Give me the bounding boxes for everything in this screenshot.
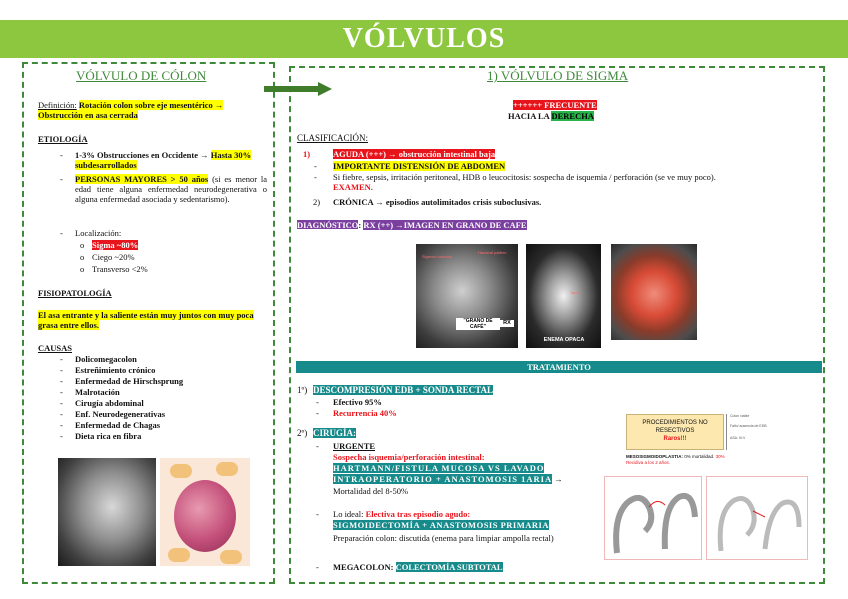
aguda-sospecha: Si fiebre, sepsis, irritación peritoneal, HDB o leucocitosis: sospecha de isquemia / perforación (se ve muy poco). EXAMEN. [333, 172, 716, 192]
sigmoidectomia: SIGMOIDECTOMÍA + ANASTOMOSIS PRIMARIA [333, 520, 549, 530]
right-arrow-icon [264, 82, 334, 96]
urgente: URGENTE [333, 441, 376, 451]
mortalidad: Mortalidad del 8-50% [333, 486, 409, 496]
list-item: Dolicomegacolon [75, 354, 137, 364]
anastomosis-sketch [706, 476, 808, 560]
list-item: Enfermedad de Chagas [75, 420, 161, 430]
decomp-number: 1º) [297, 385, 308, 395]
aguda: AGUDA (+++) → obstrucción intestinal baja [333, 149, 496, 159]
definicion: Definición: Rotación colon sobre eje mesentérico → Obstrucción en asa cerrada [38, 100, 224, 120]
etiologia-item-2: PERSONAS MAYORES > 50 años (si es menor la edad tiene alguna enfermedad neurodegenerativa o alguna enfermedad asociada y sedentarismo). [75, 174, 268, 204]
left-heading: VÓLVULO DE CÓLON [76, 68, 207, 83]
etiologia-item-1: 1-3% Obstrucciones en Occidente → Hasta 30% subdesarrollados [75, 150, 252, 170]
callout-bracket [726, 414, 727, 450]
sigmoidectomy-sketch [604, 476, 702, 560]
volvulus-illustration [160, 458, 250, 566]
list-item: Enfermedad de Hirschsprung [75, 376, 184, 386]
descompresion: DESCOMPRESIÓN EDB + SONDA RECTAL [313, 385, 493, 395]
tratamiento-bar: TRATAMIENTO [296, 361, 822, 373]
urgente-procedimiento: HARTMANN/FISTULA MUCOSA VS LAVADO INTRAOPERATORIO + ANASTOMOSIS 1ARIA → [333, 463, 563, 484]
list-item: Enf. Neurodegenerativas [75, 409, 166, 419]
no-resectivos-callout: PROCEDIMIENTOS NO RESECTIVOS Raros!!! [626, 414, 724, 450]
enema-image: Taper ENEMA OPACA [526, 244, 601, 348]
preparacion: Preparación colon: discutida (enema para limpiar ampolla rectal) [333, 533, 554, 543]
recurrencia: Recurrencia 40% [333, 408, 397, 418]
localizacion-label: Localización: [75, 228, 122, 238]
list-item: Dieta rica en fibra [75, 431, 142, 441]
list-item: Estreñimiento crónico [75, 365, 156, 375]
causas-title: CAUSAS [38, 343, 73, 353]
cirugia-number: 2º) [297, 428, 308, 438]
coffee-bean-xray: Sigmoid volvulus Haustral pattern "GRANO DE CAFÉ" RX [416, 244, 518, 348]
lo-ideal: Lo ideal: Electiva tras episodio agudo: [333, 509, 471, 519]
etiologia-title: ETIOLOGÍA [38, 134, 88, 144]
surgical-photo [611, 244, 697, 340]
diagnostico: DIAGNÓSTICO: RX (++) →IMAGEN EN GRANO DE CAFE [297, 220, 527, 230]
cirugia: CIRUGÍA: [313, 428, 357, 438]
list-item: Malrotación [75, 387, 120, 397]
aguda-distension: IMPORTANTE DISTENSIÓN DE ABDOMEN [333, 161, 506, 171]
right-heading: 1) VÓLVULO DE SIGMA [487, 68, 629, 83]
fisiopatologia-title: FISIOPATOLOGÍA [38, 288, 112, 298]
loc-ciego: Ciego ~20% [92, 252, 135, 262]
xray-image [58, 458, 156, 566]
clasificacion-title: CLASIFICACIÓN: [297, 133, 369, 143]
direccion: HACIA LA DERECHA [508, 111, 594, 121]
fisiopatologia-text: El asa entrante y la saliente están muy juntos con muy poca grasa entre ellos. [38, 310, 254, 330]
frecuente-badge: ++++++ FRECUENTE [513, 100, 597, 110]
megacolon: MEGACOLON: COLECTOMÍA SUBTOTAL [333, 562, 503, 572]
efectivo: Efectivo 95% [333, 397, 382, 407]
mesosigmoidoplastia: MESOSIGMOIDOPLASTIA: 0% mortalidad. 30% Recidiva a los 2 años. [626, 454, 725, 465]
cronica: CRÓNICA → episodios autolimitados crisis suboclusivas. [333, 197, 542, 207]
list-item: Cirugía abdominal [75, 398, 144, 408]
loc-sigma: Sigma ~80% [92, 240, 139, 250]
urgente-sospecha: Sospecha isquemia/perforación intestinal: [333, 452, 485, 462]
loc-transverso: Transverso <2% [92, 264, 148, 274]
page-title: VÓLVULOS [342, 23, 506, 54]
